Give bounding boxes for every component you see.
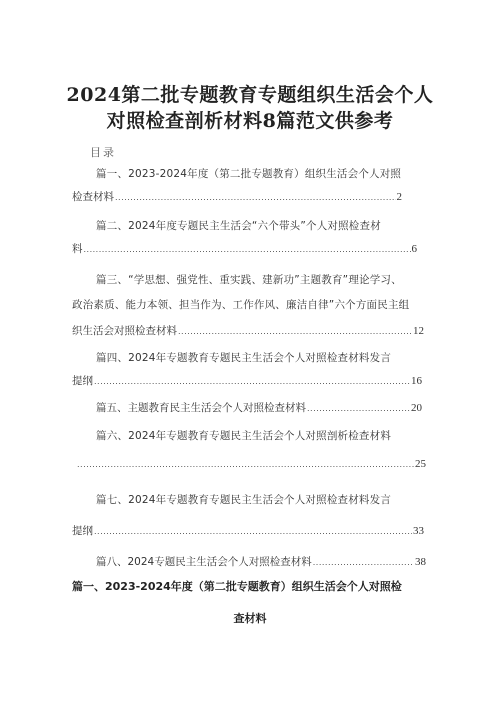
- toc-entry-2-line-1[interactable]: 篇二、2024年度专题民主生活会“六个带头”个人对照检查材: [96, 220, 381, 232]
- toc-entry-4-line-1[interactable]: 篇四、2024年专题教育专题民主生活会个人对照检查材料发言: [96, 352, 392, 364]
- toc-entry-3-line-2[interactable]: 政治素质、能力本领、担当作为、工作作风、廉洁自律”六个方面民主组: [72, 299, 410, 311]
- toc-heading: 目录: [90, 146, 116, 159]
- toc-entry-2-page: 6: [411, 243, 417, 255]
- toc-leader-dots: [94, 375, 410, 389]
- toc-entry-1-line-1[interactable]: 篇一、2023-2024年度（第二批专题教育）组织生活会个人对照: [96, 168, 402, 180]
- toc-entry-7-text: 提纲: [72, 525, 93, 537]
- toc-entry-5-text: 篇五、主题教育民主生活会个人对照检查材料: [96, 402, 306, 414]
- toc-entry-3-page: 12: [413, 325, 424, 337]
- toc-entry-5-page: 20: [411, 402, 422, 414]
- toc-entry-6-page: 25: [415, 458, 426, 470]
- toc-entry-4-page: 16: [411, 375, 422, 387]
- toc-entry-8-text: 篇八、2024专题民主生活会个人对照检查材料: [96, 556, 312, 568]
- toc-leader-dots: [84, 243, 411, 257]
- toc-entry-2-text: 料: [72, 243, 83, 255]
- toc-leader-dots: [178, 325, 412, 339]
- toc-entry-8-last-line[interactable]: [96, 555, 426, 570]
- toc-leader-dots: [94, 525, 412, 539]
- toc-leader-dots: [77, 458, 414, 472]
- toc-entry-7-line-1[interactable]: 篇七、2024年专题教育专题民主生活会个人对照检查材料发言: [96, 494, 392, 506]
- toc-entry-3-last-line[interactable]: [72, 324, 424, 339]
- toc-entry-6-line-1[interactable]: 篇六、2024年专题教育专题民主生活会个人对照剖析检查材料: [96, 430, 392, 442]
- toc-leader-dots: [115, 191, 396, 205]
- toc-entry-6-last-line[interactable]: [76, 457, 426, 472]
- toc-leader-dots: [313, 556, 414, 570]
- toc-entry-1-last-line[interactable]: [72, 190, 402, 205]
- toc-entry-4-last-line[interactable]: [72, 374, 422, 389]
- toc-entry-4-text: 提纲: [72, 375, 93, 387]
- toc-entry-3-text: 织生活会对照检查材料: [72, 325, 177, 337]
- section-heading-line-2: 查材料: [233, 612, 267, 625]
- document-title-line-1: 2024第二批专题教育专题组织生活会个人: [66, 84, 434, 106]
- toc-entry-8-page: 38: [415, 556, 426, 568]
- toc-entry-1-text: 检查材料: [72, 191, 114, 203]
- section-heading-line-1: 篇一、2023-2024年度（第二批专题教育）组织生活会个人对照检: [72, 580, 402, 593]
- toc-entry-3-line-1[interactable]: 篇三、“学思想、强党性、重实践、建新功”主题教育”理论学习、: [96, 274, 402, 286]
- toc-leader-dots: [307, 402, 410, 416]
- toc-entry-2-last-line[interactable]: [72, 242, 417, 257]
- toc-entry-7-page: 33: [413, 525, 424, 537]
- toc-entry-7-last-line[interactable]: [72, 524, 424, 539]
- toc-entry-5-last-line[interactable]: [96, 401, 422, 416]
- document-title-line-2: 对照检查剖析材料8篇范文供参考: [106, 110, 394, 132]
- toc-entry-1-page: 2: [396, 191, 402, 203]
